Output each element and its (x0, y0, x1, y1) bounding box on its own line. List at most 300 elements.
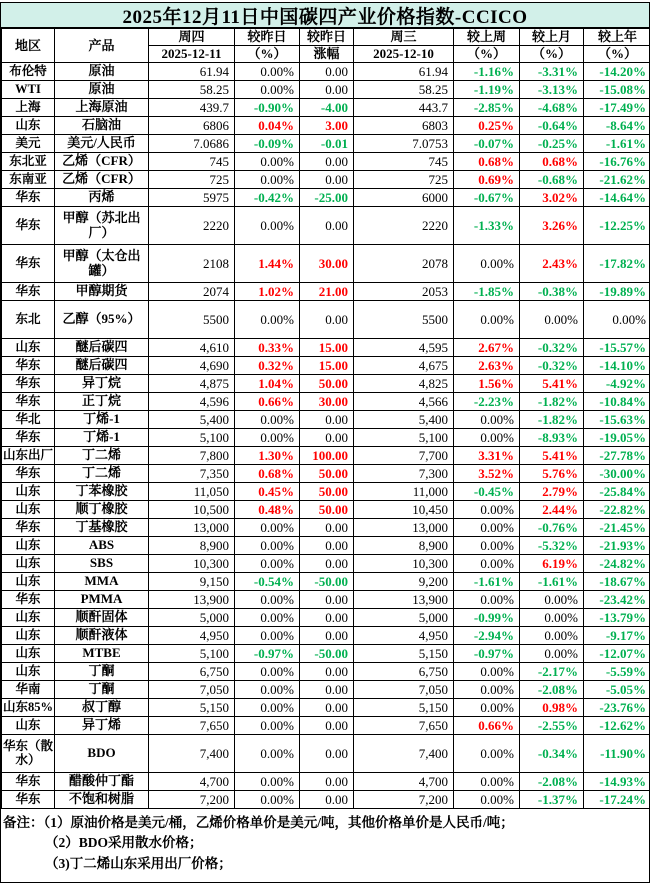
year-over-year-pct-cell: -21.45% (584, 519, 650, 537)
col-header-product: 产品 (55, 29, 149, 63)
table-row (2, 429, 650, 447)
week-over-week-pct-cell: -1.16% (454, 63, 520, 81)
price-wednesday-cell: 6000 (354, 189, 454, 207)
month-over-month-pct-cell: 6.19% (520, 555, 584, 573)
region-cell: 山东 (2, 117, 55, 135)
price-thursday-cell: 5500 (149, 301, 235, 339)
product-cell: 丁二烯 (55, 447, 149, 465)
month-over-month-pct-cell: 5.41% (520, 447, 584, 465)
day-over-day-change-cell: 50.00 (300, 465, 354, 483)
table-row (2, 627, 650, 645)
table-row (2, 735, 650, 773)
month-over-month-pct-cell: -0.76% (520, 519, 584, 537)
col-header-dod-pct: 较昨日 (235, 29, 300, 46)
year-over-year-pct-cell: -14.64% (584, 189, 650, 207)
day-over-day-pct-cell: 0.00% (235, 207, 300, 245)
region-cell: 华东 (2, 245, 55, 283)
price-thursday-cell: 7,350 (149, 465, 235, 483)
region-cell: 山东85% (2, 699, 55, 717)
table-row (2, 681, 650, 699)
week-over-week-pct-cell: -0.99% (454, 609, 520, 627)
product-cell: 甲醇期货 (55, 283, 149, 301)
price-thursday-cell: 5,000 (149, 609, 235, 627)
month-over-month-pct-cell: -3.13% (520, 81, 584, 99)
year-over-year-pct-cell: -19.89% (584, 283, 650, 301)
product-cell: 丁二烯 (55, 465, 149, 483)
day-over-day-pct-cell: 0.00% (235, 791, 300, 809)
year-over-year-pct-cell: -12.07% (584, 645, 650, 663)
year-over-year-pct-cell: -12.25% (584, 207, 650, 245)
table-row (2, 189, 650, 207)
product-cell: 丁酮 (55, 681, 149, 699)
price-wednesday-cell: 13,000 (354, 519, 454, 537)
col-subheader-thursday-date: 2025-12-11 (149, 46, 235, 63)
product-cell: 丁苯橡胶 (55, 483, 149, 501)
product-cell: 异丁烷 (55, 375, 149, 393)
price-wednesday-cell: 4,595 (354, 339, 454, 357)
year-over-year-pct-cell: -17.24% (584, 791, 650, 809)
col-header-thursday: 周四 (149, 29, 235, 46)
day-over-day-change-cell: 30.00 (300, 245, 354, 283)
region-cell: 山东 (2, 339, 55, 357)
year-over-year-pct-cell: -14.20% (584, 63, 650, 81)
price-thursday-cell: 5,100 (149, 429, 235, 447)
week-over-week-pct-cell: 0.25% (454, 117, 520, 135)
month-over-month-pct-cell: 0.98% (520, 699, 584, 717)
week-over-week-pct-cell: 0.00% (454, 663, 520, 681)
day-over-day-pct-cell: 0.68% (235, 465, 300, 483)
product-cell: 乙醇（95%） (55, 301, 149, 339)
col-header-region: 地区 (2, 29, 55, 63)
day-over-day-change-cell: 0.00 (300, 63, 354, 81)
day-over-day-pct-cell: 0.45% (235, 483, 300, 501)
price-thursday-cell: 6,750 (149, 663, 235, 681)
price-wednesday-cell: 4,950 (354, 627, 454, 645)
month-over-month-pct-cell: -1.37% (520, 791, 584, 809)
region-cell: 山东 (2, 645, 55, 663)
product-cell: 不饱和树脂 (55, 791, 149, 809)
day-over-day-pct-cell: 0.00% (235, 519, 300, 537)
price-thursday-cell: 10,300 (149, 555, 235, 573)
price-wednesday-cell: 7,050 (354, 681, 454, 699)
day-over-day-pct-cell: 0.00% (235, 627, 300, 645)
week-over-week-pct-cell: -1.33% (454, 207, 520, 245)
month-over-month-pct-cell: 0.68% (520, 153, 584, 171)
table-row (2, 301, 650, 339)
product-cell: 醋酸仲丁酯 (55, 773, 149, 791)
price-wednesday-cell: 7,700 (354, 447, 454, 465)
day-over-day-pct-cell: 0.00% (235, 773, 300, 791)
price-thursday-cell: 4,690 (149, 357, 235, 375)
month-over-month-pct-cell: -1.82% (520, 411, 584, 429)
region-cell: 华南 (2, 681, 55, 699)
price-thursday-cell: 11,050 (149, 483, 235, 501)
price-thursday-cell: 8,900 (149, 537, 235, 555)
price-thursday-cell: 5975 (149, 189, 235, 207)
region-cell: 山东 (2, 573, 55, 591)
day-over-day-pct-cell: -0.09% (235, 135, 300, 153)
price-wednesday-cell: 4,675 (354, 357, 454, 375)
day-over-day-change-cell: 0.00 (300, 171, 354, 189)
month-over-month-pct-cell: -2.55% (520, 717, 584, 735)
day-over-day-pct-cell: 0.00% (235, 153, 300, 171)
day-over-day-change-cell: 15.00 (300, 357, 354, 375)
price-wednesday-cell: 725 (354, 171, 454, 189)
price-wednesday-cell: 11,000 (354, 483, 454, 501)
product-cell: 美元/人民币 (55, 135, 149, 153)
price-wednesday-cell: 745 (354, 153, 454, 171)
col-subheader-yoy-unit: （%） (584, 46, 650, 63)
price-thursday-cell: 61.94 (149, 63, 235, 81)
price-thursday-cell: 7,650 (149, 717, 235, 735)
year-over-year-pct-cell: -9.17% (584, 627, 650, 645)
day-over-day-change-cell: 0.00 (300, 81, 354, 99)
price-thursday-cell: 439.7 (149, 99, 235, 117)
region-cell: 山东 (2, 483, 55, 501)
price-thursday-cell: 7,200 (149, 791, 235, 809)
price-thursday-cell: 7.0686 (149, 135, 235, 153)
price-wednesday-cell: 4,825 (354, 375, 454, 393)
week-over-week-pct-cell: 0.00% (454, 681, 520, 699)
price-index-sheet (0, 2, 650, 883)
year-over-year-pct-cell: -8.64% (584, 117, 650, 135)
price-wednesday-cell: 58.25 (354, 81, 454, 99)
year-over-year-pct-cell: -15.08% (584, 81, 650, 99)
price-wednesday-cell: 7,200 (354, 791, 454, 809)
week-over-week-pct-cell: 2.67% (454, 339, 520, 357)
notes-label: 备注： (3, 815, 44, 830)
week-over-week-pct-cell: -0.67% (454, 189, 520, 207)
table-row (2, 555, 650, 573)
table-row (2, 465, 650, 483)
month-over-month-pct-cell: -0.38% (520, 283, 584, 301)
product-cell: 乙烯（CFR） (55, 153, 149, 171)
year-over-year-pct-cell: -23.76% (584, 699, 650, 717)
day-over-day-pct-cell: 0.00% (235, 609, 300, 627)
price-wednesday-cell: 5500 (354, 301, 454, 339)
region-cell: 上海 (2, 99, 55, 117)
day-over-day-pct-cell: 0.33% (235, 339, 300, 357)
table-body (2, 63, 650, 809)
region-cell: 山东 (2, 555, 55, 573)
note-text-2: （2）BDO采用散水价格； (3, 833, 647, 853)
col-header-dod-change: 较昨日 (300, 29, 354, 46)
month-over-month-pct-cell: -0.32% (520, 357, 584, 375)
region-cell: 山东 (2, 627, 55, 645)
table-row (2, 573, 650, 591)
day-over-day-pct-cell: 1.04% (235, 375, 300, 393)
month-over-month-pct-cell: -0.25% (520, 135, 584, 153)
product-cell: 异丁烯 (55, 717, 149, 735)
table-row (2, 245, 650, 283)
price-wednesday-cell: 2053 (354, 283, 454, 301)
price-thursday-cell: 4,596 (149, 393, 235, 411)
product-cell: 原油 (55, 63, 149, 81)
week-over-week-pct-cell: 0.00% (454, 519, 520, 537)
month-over-month-pct-cell: -0.34% (520, 735, 584, 773)
year-over-year-pct-cell: -5.05% (584, 681, 650, 699)
price-thursday-cell: 58.25 (149, 81, 235, 99)
day-over-day-change-cell: 0.00 (300, 717, 354, 735)
year-over-year-pct-cell: -27.78% (584, 447, 650, 465)
price-wednesday-cell: 7.0753 (354, 135, 454, 153)
day-over-day-change-cell: 0.00 (300, 555, 354, 573)
product-cell: 甲醇（太仓出罐） (55, 245, 149, 283)
year-over-year-pct-cell: -24.82% (584, 555, 650, 573)
day-over-day-change-cell: -4.00 (300, 99, 354, 117)
price-thursday-cell: 6806 (149, 117, 235, 135)
day-over-day-pct-cell: 0.00% (235, 699, 300, 717)
week-over-week-pct-cell: 2.63% (454, 357, 520, 375)
day-over-day-pct-cell: 0.00% (235, 717, 300, 735)
table-row (2, 99, 650, 117)
year-over-year-pct-cell: -14.93% (584, 773, 650, 791)
month-over-month-pct-cell: 0.00% (520, 301, 584, 339)
table-row (2, 135, 650, 153)
table-row (2, 375, 650, 393)
price-wednesday-cell: 5,150 (354, 699, 454, 717)
table-row (2, 501, 650, 519)
table-row (2, 393, 650, 411)
price-thursday-cell: 5,400 (149, 411, 235, 429)
day-over-day-change-cell: -0.01 (300, 135, 354, 153)
table-row (2, 645, 650, 663)
day-over-day-pct-cell: 0.66% (235, 393, 300, 411)
region-cell: 华东 (2, 519, 55, 537)
day-over-day-change-cell: 30.00 (300, 393, 354, 411)
day-over-day-pct-cell: -0.90% (235, 99, 300, 117)
day-over-day-pct-cell: 0.00% (235, 81, 300, 99)
year-over-year-pct-cell: -17.49% (584, 99, 650, 117)
price-thursday-cell: 7,400 (149, 735, 235, 773)
table-row (2, 81, 650, 99)
month-over-month-pct-cell: 2.43% (520, 245, 584, 283)
product-cell: 正丁烷 (55, 393, 149, 411)
year-over-year-pct-cell: -23.42% (584, 591, 650, 609)
price-wednesday-cell: 9,200 (354, 573, 454, 591)
product-cell: 丁烯-1 (55, 429, 149, 447)
price-thursday-cell: 5,150 (149, 699, 235, 717)
day-over-day-change-cell: 0.00 (300, 411, 354, 429)
price-wednesday-cell: 5,100 (354, 429, 454, 447)
week-over-week-pct-cell: 0.69% (454, 171, 520, 189)
price-thursday-cell: 4,700 (149, 773, 235, 791)
day-over-day-pct-cell: 0.00% (235, 63, 300, 81)
price-wednesday-cell: 7,300 (354, 465, 454, 483)
price-thursday-cell: 7,800 (149, 447, 235, 465)
region-cell: 华北 (2, 411, 55, 429)
col-subheader-wednesday-date: 2025-12-10 (354, 46, 454, 63)
product-cell: 顺丁橡胶 (55, 501, 149, 519)
day-over-day-change-cell: 0.00 (300, 609, 354, 627)
day-over-day-pct-cell: 0.00% (235, 171, 300, 189)
table-row (2, 411, 650, 429)
product-cell: 乙烯（CFR） (55, 171, 149, 189)
week-over-week-pct-cell: -1.61% (454, 573, 520, 591)
year-over-year-pct-cell: -30.00% (584, 465, 650, 483)
region-cell: 山东 (2, 501, 55, 519)
week-over-week-pct-cell: -0.07% (454, 135, 520, 153)
month-over-month-pct-cell: -0.68% (520, 171, 584, 189)
product-cell: 叔丁醇 (55, 699, 149, 717)
day-over-day-change-cell: 0.00 (300, 773, 354, 791)
table-row (2, 519, 650, 537)
week-over-week-pct-cell: 0.66% (454, 717, 520, 735)
day-over-day-change-cell: 50.00 (300, 483, 354, 501)
day-over-day-change-cell: 0.00 (300, 207, 354, 245)
day-over-day-pct-cell: 0.00% (235, 537, 300, 555)
price-wednesday-cell: 6,750 (354, 663, 454, 681)
week-over-week-pct-cell: 3.31% (454, 447, 520, 465)
page-title: 2025年12月11日中国碳四产业价格指数-CCICO (1, 3, 649, 28)
col-header-wednesday: 周三 (354, 29, 454, 46)
region-cell: 华东（散水） (2, 735, 55, 773)
month-over-month-pct-cell: 5.41% (520, 375, 584, 393)
product-cell: BDO (55, 735, 149, 773)
price-thursday-cell: 9,150 (149, 573, 235, 591)
region-cell: 山东 (2, 663, 55, 681)
region-cell: 华东 (2, 791, 55, 809)
price-wednesday-cell: 5,000 (354, 609, 454, 627)
table-row (2, 609, 650, 627)
day-over-day-change-cell: -25.00 (300, 189, 354, 207)
price-wednesday-cell: 5,400 (354, 411, 454, 429)
month-over-month-pct-cell: -0.32% (520, 339, 584, 357)
col-subheader-mom-unit: （%） (520, 46, 584, 63)
table-row (2, 117, 650, 135)
table-row (2, 663, 650, 681)
year-over-year-pct-cell: -25.84% (584, 483, 650, 501)
day-over-day-change-cell: 0.00 (300, 301, 354, 339)
day-over-day-change-cell: 50.00 (300, 375, 354, 393)
year-over-year-pct-cell: -12.62% (584, 717, 650, 735)
day-over-day-pct-cell: 0.00% (235, 411, 300, 429)
region-cell: 华东 (2, 429, 55, 447)
day-over-day-pct-cell: 0.32% (235, 357, 300, 375)
region-cell: 华东 (2, 207, 55, 245)
region-cell: 山东 (2, 717, 55, 735)
week-over-week-pct-cell: 0.00% (454, 773, 520, 791)
week-over-week-pct-cell: 0.68% (454, 153, 520, 171)
table-row (2, 171, 650, 189)
product-cell: SBS (55, 555, 149, 573)
table-row (2, 447, 650, 465)
month-over-month-pct-cell: -4.68% (520, 99, 584, 117)
year-over-year-pct-cell: 0.00% (584, 301, 650, 339)
col-header-yoy-pct: 较上年 (584, 29, 650, 46)
price-wednesday-cell: 2078 (354, 245, 454, 283)
table-row (2, 791, 650, 809)
product-cell: 醚后碳四 (55, 357, 149, 375)
region-cell: 东北亚 (2, 153, 55, 171)
header-row-top (2, 29, 650, 46)
price-thursday-cell: 725 (149, 171, 235, 189)
year-over-year-pct-cell: -18.67% (584, 573, 650, 591)
month-over-month-pct-cell: -2.08% (520, 681, 584, 699)
day-over-day-change-cell: 0.00 (300, 627, 354, 645)
product-cell: 石脑油 (55, 117, 149, 135)
region-cell: 山东出厂 (2, 447, 55, 465)
month-over-month-pct-cell: -1.82% (520, 393, 584, 411)
month-over-month-pct-cell: -5.32% (520, 537, 584, 555)
month-over-month-pct-cell: 5.76% (520, 465, 584, 483)
week-over-week-pct-cell: -1.19% (454, 81, 520, 99)
month-over-month-pct-cell: 0.00% (520, 627, 584, 645)
region-cell: 美元 (2, 135, 55, 153)
product-cell: 原油 (55, 81, 149, 99)
week-over-week-pct-cell: 0.00% (454, 555, 520, 573)
day-over-day-change-cell: 0.00 (300, 537, 354, 555)
week-over-week-pct-cell: 0.00% (454, 429, 520, 447)
price-wednesday-cell: 5,150 (354, 645, 454, 663)
region-cell: 东北 (2, 301, 55, 339)
col-subheader-wow-unit: （%） (454, 46, 520, 63)
day-over-day-change-cell: 0.00 (300, 591, 354, 609)
product-cell: 丁酮 (55, 663, 149, 681)
day-over-day-change-cell: 0.00 (300, 519, 354, 537)
day-over-day-change-cell: 50.00 (300, 501, 354, 519)
day-over-day-pct-cell: 0.04% (235, 117, 300, 135)
price-thursday-cell: 7,050 (149, 681, 235, 699)
product-cell: 顺酐液体 (55, 627, 149, 645)
region-cell: 华东 (2, 393, 55, 411)
week-over-week-pct-cell: -2.85% (454, 99, 520, 117)
day-over-day-change-cell: 0.00 (300, 699, 354, 717)
year-over-year-pct-cell: -1.61% (584, 135, 650, 153)
year-over-year-pct-cell: -4.92% (584, 375, 650, 393)
region-cell: 华东 (2, 357, 55, 375)
month-over-month-pct-cell: -0.64% (520, 117, 584, 135)
price-wednesday-cell: 7,400 (354, 735, 454, 773)
table-row (2, 773, 650, 791)
region-cell: 布伦特 (2, 63, 55, 81)
region-cell: 华东 (2, 465, 55, 483)
month-over-month-pct-cell: 3.02% (520, 189, 584, 207)
year-over-year-pct-cell: -10.84% (584, 393, 650, 411)
region-cell: 华东 (2, 375, 55, 393)
product-cell: PMMA (55, 591, 149, 609)
price-thursday-cell: 4,875 (149, 375, 235, 393)
week-over-week-pct-cell: -2.94% (454, 627, 520, 645)
month-over-month-pct-cell: 3.26% (520, 207, 584, 245)
day-over-day-change-cell: 0.00 (300, 153, 354, 171)
year-over-year-pct-cell: -15.57% (584, 339, 650, 357)
day-over-day-pct-cell: 0.00% (235, 301, 300, 339)
month-over-month-pct-cell: -2.17% (520, 663, 584, 681)
month-over-month-pct-cell: -1.61% (520, 573, 584, 591)
day-over-day-change-cell: 100.00 (300, 447, 354, 465)
product-cell: 丁烯-1 (55, 411, 149, 429)
note-line-1 (3, 813, 647, 833)
year-over-year-pct-cell: -14.10% (584, 357, 650, 375)
table-row (2, 537, 650, 555)
day-over-day-change-cell: 0.00 (300, 663, 354, 681)
region-cell: 华东 (2, 189, 55, 207)
day-over-day-change-cell: -50.00 (300, 573, 354, 591)
year-over-year-pct-cell: -21.62% (584, 171, 650, 189)
col-header-mom-pct: 较上月 (520, 29, 584, 46)
day-over-day-pct-cell: 0.00% (235, 681, 300, 699)
price-wednesday-cell: 61.94 (354, 63, 454, 81)
year-over-year-pct-cell: -15.63% (584, 411, 650, 429)
note-text-3: （3)丁二烯山东采用出厂价格； (3, 854, 647, 874)
year-over-year-pct-cell: -22.82% (584, 501, 650, 519)
day-over-day-pct-cell: 0.00% (235, 429, 300, 447)
day-over-day-pct-cell: 0.48% (235, 501, 300, 519)
price-wednesday-cell: 443.7 (354, 99, 454, 117)
month-over-month-pct-cell: 2.79% (520, 483, 584, 501)
product-cell: 丙烯 (55, 189, 149, 207)
